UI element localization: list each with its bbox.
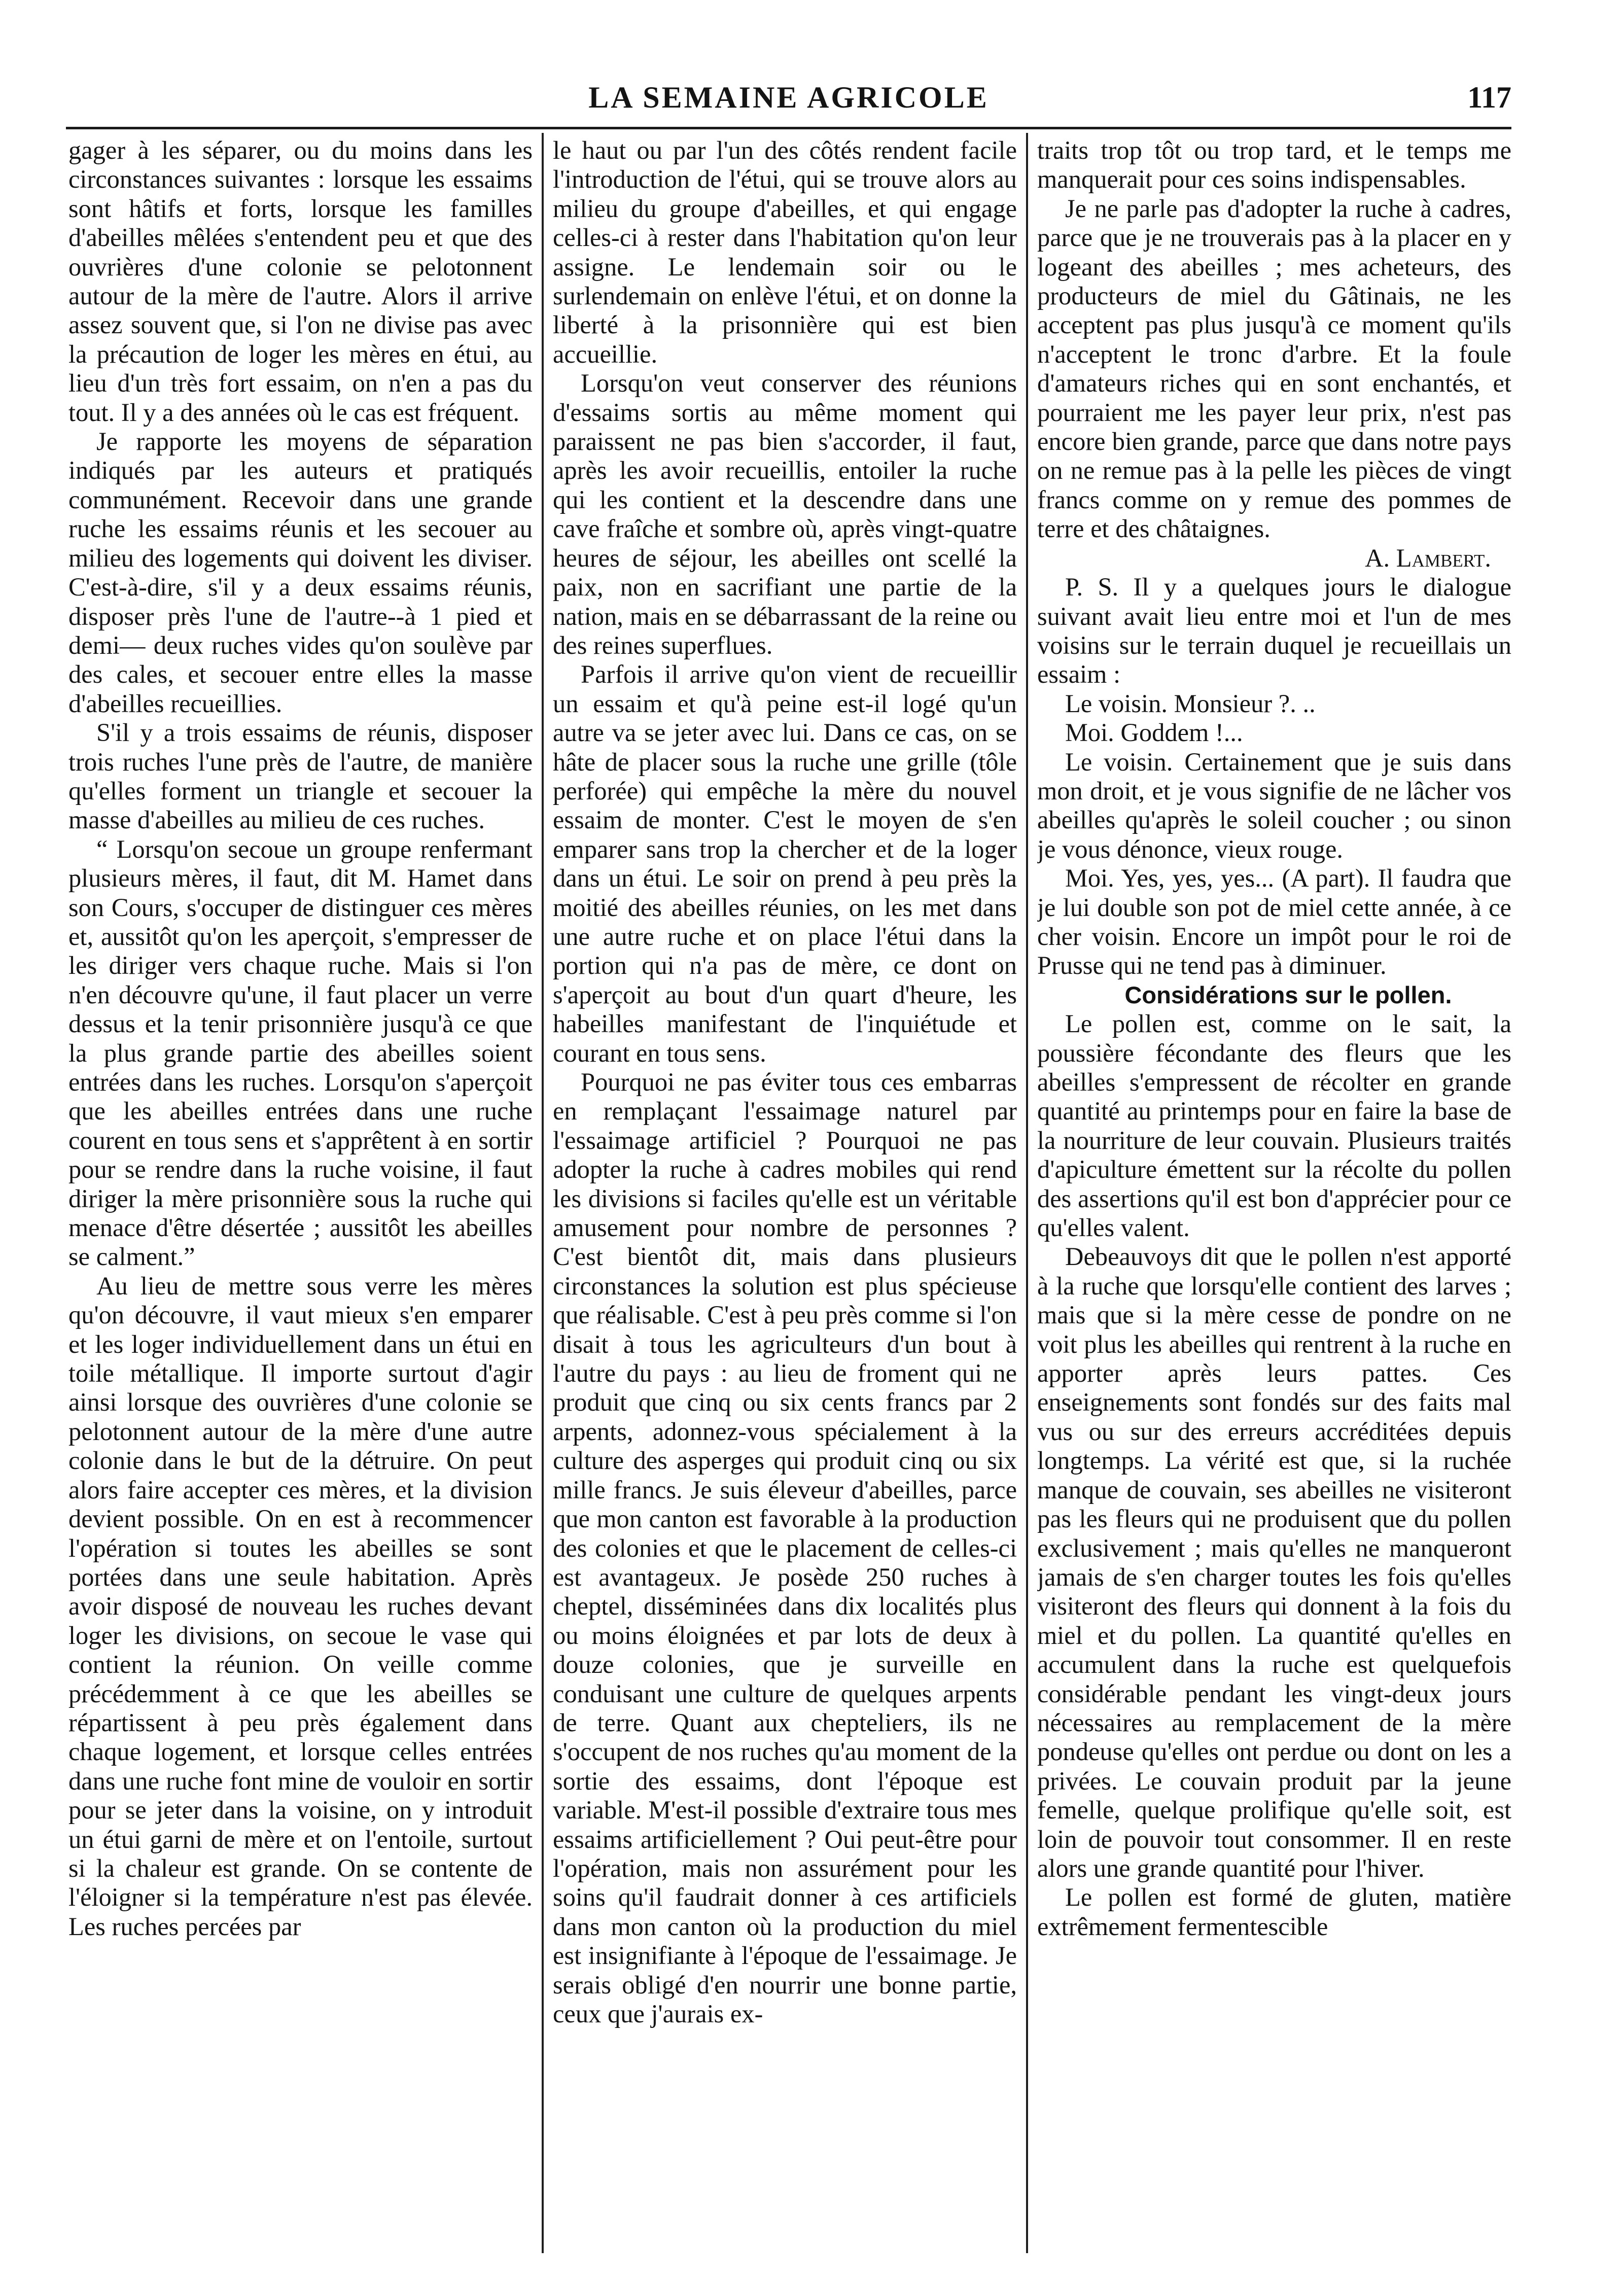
paragraph: Debeauvoys dit que le pollen n'est apporté à la ruche que lorsqu'elle contient des larves ; mais que si la mère cesse de pondre on ne voit plus les abeilles qui rentrent à la ruche en apporter après leurs pattes. Ces enseignements sont fondés sur des faits mal vus ou sur des erreurs accréditées depuis longtemps. La vérité est que, si la ruchée manque de couvain, ses abeilles ne visiteront pas les fleurs qui ne produisent que du pollen exclusivement ; mais qu'elles ne manqueront jamais de s'en charger toutes les fois qu'elles visiteront des fleurs qui donnent à la fois du miel et du pollen. La quantité qu'elles en accumulent dans la ruche est quelquefois considérable pendant les vingt-deux jours nécessaires au remplacement de la mère pondeuse qu'elles ont perdue ou dont on les a privées. Le couvain produit par la jeune femelle, quelque prolifique qu'elle soit, est loin de pouvoir tout consommer. Il en reste alors une grande quantité pour l'hiver. — [1037, 1242, 1511, 1882]
paragraph: Le pollen est, comme on le sait, la poussière fécondante des fleurs que les abeilles s'empressent de récolter en grande quantité au printemps pour en faire la base de la nourriture de leur couvain. Plusieurs traités d'apiculture émettent sur la récolte du pollen des assertions qu'il est bon d'apprécier pour ce qu'elles valent. — [1037, 1009, 1511, 1242]
paragraph: Je ne parle pas d'adopter la ruche à cadres, parce que je ne trouverais pas à la placer en y logeant des abeilles ; mes acheteurs, des producteurs de miel du Gâtinais, ne les acceptent pas plus jusqu'à ce moment qu'ils n'acceptent le tronc d'arbre. Et la foule d'amateurs riches qui en sont enchantés, et pourraient me les payer leur prix, n'est pas encore bien grande, parce que dans notre pays on ne remue pas à la pelle les pièces de vingt francs comme on y remue des pommes de terre et des châtaignes. — [1037, 194, 1511, 543]
paragraph: “ Lorsqu'on secoue un groupe renfermant plusieurs mères, il faut, dit M. Hamet dans son Cours, s'occuper de distinguer ces mères et, aussitôt qu'on les aperçoit, s'empresser de les diriger vers chaque ruche. Mais si l'on n'en découvre qu'une, il faut placer un verre dessus et la tenir prisonnière jusqu'à ce que la plus grande partie des abeilles soient entrées dans les ruches. Lorsqu'on s'aperçoit que les abeilles entrées dans une ruche courent en tous sens et s'apprêtent à en sortir pour se rendre dans la ruche voisine, il faut diriger la mère prisonnière sous la ruche qui menace d'être désertée ; aussitôt les abeilles se calment.” — [68, 834, 533, 1271]
text-column-3 — [1037, 136, 1511, 2241]
paragraph: Parfois il arrive qu'on vient de recueillir un essaim et qu'à peine est-il logé qu'un autre va se jeter avec lui. Dans ce cas, on se hâte de placer sous la ruche une grille (tôle perforée) qui empêche la mère du nouvel essaim de monter. C'est le moyen de s'en emparer sans trop la chercher et de la loger dans un étui. Le soir on prend à peu près la moitié des abeilles réunies, on les met dans une autre ruche et on place l'étui dans la portion qui n'a pas de mère, ce dont on s'aperçoit au bout d'un quart d'heure, les habeilles manifestant de l'inquiétude et courant en tous sens. — [553, 660, 1017, 1067]
text-column-1 — [68, 136, 533, 2241]
dialogue-line: Le voisin. Certainement que je suis dans mon droit, et je vous signifie de ne lâcher vos abeilles qu'après le soleil coucher ; ou sinon je vous dénonce, vieux rouge. — [1037, 747, 1511, 863]
paragraph: traits trop tôt ou trop tard, et le temps me manquerait pour ces soins indispensables. — [1037, 136, 1511, 194]
paragraph: Le pollen est formé de gluten, matière extrêmement fermentescible — [1037, 1883, 1511, 1941]
author-signature: A. Lambert. — [1365, 543, 1491, 572]
dialogue-line: Moi. Goddem !... — [1065, 718, 1243, 747]
page-header — [66, 76, 1511, 124]
paragraph: le haut ou par l'un des côtés rendent facile l'introduction de l'étui, qui se trouve alors au milieu du groupe d'abeilles, et qui engage celles-ci à rester dans l'habitation qu'on leur assigne. Le lendemain soir ou le surlendemain on enlève l'étui, et on donne la liberté à la prisonnière qui est bien accueillie. — [553, 136, 1017, 368]
dialogue-line: Moi. Yes, yes, yes... (A part). Il faudra que je lui double son pot de miel cette année, à ce cher voisin. Encore un impôt pour le roi de Prusse qui ne tend pas à diminuer. — [1037, 864, 1511, 980]
paragraph: Pourquoi ne pas éviter tous ces embarras en remplaçant l'essaimage naturel par l'essaimage artificiel ? Pourquoi ne pas adopter la ruche à cadres mobiles qui rend les divisions si faciles qu'elle est un véritable amusement pour nombre de personnes ? C'est bientôt dit, mais dans plusieurs circonstances la solution est plus spécieuse que réalisable. C'est à peu près comme si l'on disait à tous les agriculteurs d'un bout à l'autre du pays : au lieu de froment qui ne produit que cinq ou six cents francs par 2 arpents, adonnez-vous spécialement à la culture des asperges qui produit cinq ou six mille francs. Je suis éleveur d'abeilles, parce que mon canton est favorable à la production des colonies et que le placement de celles-ci est avantageux. Je posède 250 ruches à cheptel, disséminées dans dix localités plus ou moins éloignées et par lots de deux à douze colonies, que je surveille en conduisant une culture de quelques arpents de terre. Quant aux chepteliers, ils ne s'occupent de nos ruches qu'au moment de la sortie des essaims, dont l'époque est variable. M'est-il possible d'extraire tous mes essaims artificiellement ? Oui peut-être pour l'opération, mais non assurément pour les soins qu'il faudrait donner à ces artificiels dans mon canton où la production du miel est insignifiante à l'époque de l'essaimage. Je serais obligé d'en nourrir une bonne partie, ceux que j'aurais ex- — [553, 1068, 1017, 2028]
paragraph: Au lieu de mettre sous verre les mères qu'on découvre, il vaut mieux s'en emparer et les loger individuellement dans un étui en toile métallique. Il importe surtout d'agir ainsi lorsque des ouvrières d'une colonie se pelotonnent autour de la mère d'une autre colonie dans le but de la détruire. On peut alors faire accepter ces mères, et la division devient possible. On en est à recommencer l'opération si toutes les abeilles se sont portées dans une seule habitation. Après avoir disposé de nouveau les ruches devant loger les divisions, on secoue le vase qui contient la réunion. On veille comme précédemment à ce que les abeilles se répartissent à peu près également dans chaque logement, et lorsque celles entrées dans une ruche font mine de vouloir en sortir pour se jeter dans la voisine, on y introduit un étui garni de mère et on l'entoile, surtout si la chaleur est grande. On se contente de l'éloigner si la température n'est pas élevée. Les ruches percées par — [68, 1271, 533, 1941]
dialogue-line: Le voisin. Monsieur ?. .. — [1065, 689, 1316, 718]
column-divider — [542, 133, 544, 2253]
header-rule — [66, 127, 1511, 129]
text-column-2 — [553, 136, 1017, 2241]
paragraph: gager à les séparer, ou du moins dans les circonstances suivantes : lorsque les essaims sont hâtifs et forts, lorsque les familles d'abeilles mêlées s'entendent peu et que des ouvrières d'une colonie se pelotonnent autour de la mère de l'autre. Alors il arrive assez souvent que, si l'on ne divise pas avec la précaution de loger les mères en étui, au lieu d'un très fort essaim, on n'en a pas du tout. Il y a des années où le cas est fréquent. — [68, 136, 533, 427]
section-title: Considérations sur le pollen. — [1124, 981, 1452, 1008]
paragraph: Je rapporte les moyens de séparation indiqués par les auteurs et pratiqués communément. Recevoir dans une grande ruche les essaims réunis et les secouer au milieu des logements qui doivent les diviser. C'est-à-dire, s'il y a deux essaims réunis, disposer près l'une de l'autre--à 1 pied et demi— deux ruches vides qu'on soulève par des cales, et secouer entre elles la masse d'abeilles recueillies. — [68, 427, 533, 718]
running-title: LA SEMAINE AGRICOLE — [588, 81, 989, 114]
column-divider — [1026, 133, 1028, 2253]
paragraph: S'il y a trois essaims de réunis, disposer trois ruches l'une près de l'autre, de manière qu'elles forment un triangle et secouer la masse d'abeilles au milieu de ces ruches. — [68, 718, 533, 834]
paragraph: P. S. Il y a quelques jours le dialogue suivant avait lieu entre moi et l'un de mes voisins sur le terrain duquel je recueillais un essaim : — [1037, 573, 1511, 689]
paragraph: Lorsqu'on veut conserver des réunions d'essaims sortis au même moment qui paraissent ne pas bien s'accorder, il faut, après les avoir recueillis, entoiler la ruche qui les contient et la descendre dans une cave fraîche et sombre où, après vingt-quatre heures de séjour, les abeilles ont scellé la paix, non en sacrifiant une partie de la nation, mais en se débarrassant de la reine ou des reines superflues. — [553, 369, 1017, 659]
page-number: 117 — [1467, 81, 1511, 114]
